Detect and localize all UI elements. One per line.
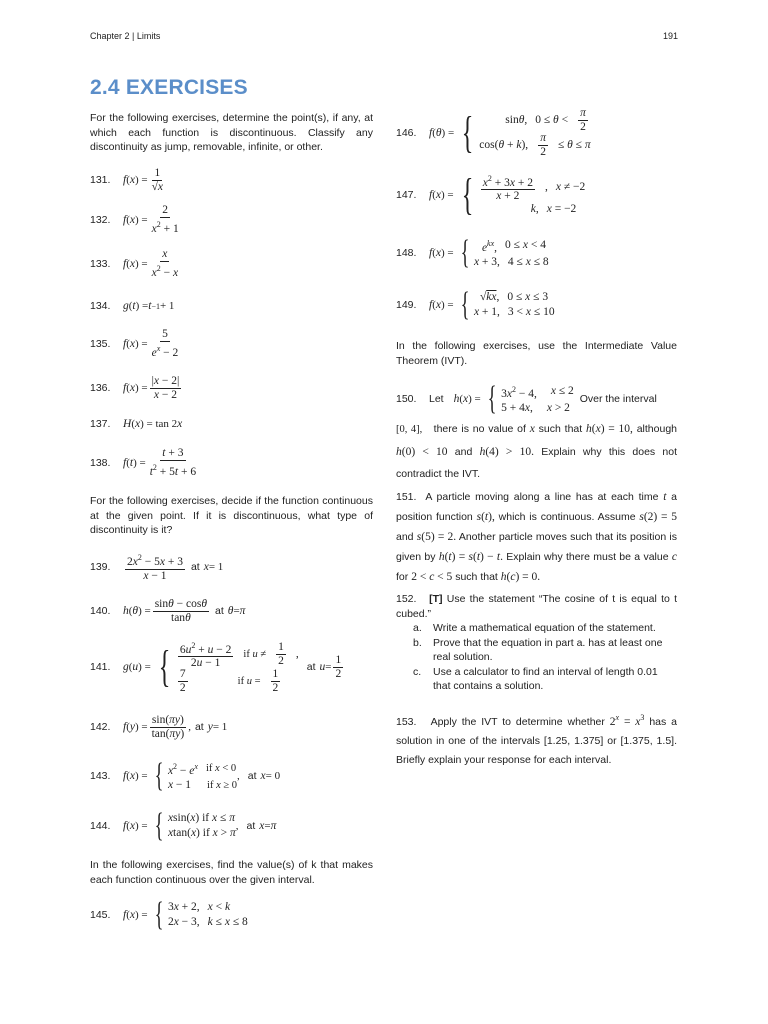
exercise-number: 136. (90, 382, 111, 394)
exercise-number: 134. (90, 300, 111, 312)
exercise-138: 138. f ( t ) = $\frac{t + 3}{t^2 + 5t + 6}$ (90, 447, 197, 478)
exercise-145: 145. f ( x ) = { 3x + 2, x < k 2x − 3, k ≤ x ≤ 8 (90, 896, 248, 933)
page-number: 191 (662, 31, 678, 41)
exercise-150-line1: 150. Let h ( x ) = { $3x^2 - 4$, x ≤ 2 5 + 4x, x > 2 Over the interval (396, 380, 657, 417)
exercise-137: 137. H ( x ) = tan 2 x (90, 418, 183, 430)
exercise-146: 146. f ( θ ) = { sinθ, 0 ≤ θ < $\frac{\pi}{2}$ cos(θ + k), $\frac{\pi}{2}$ ≤ θ ≤ π (396, 107, 591, 158)
exercise-149: 149. f ( x ) = { √kx, 0 ≤ x ≤ 3 x + 1, 3 < x ≤ 10 (396, 286, 555, 323)
intro-continuity-at-point: For the following exercises, decide if the function continuous at the given point. If it is discontinuous, what type of discontinuity is it? (90, 495, 373, 536)
exercise-132: 132. f ( x ) = $\frac{2}{x^2 + 1}$ (90, 204, 179, 235)
formula: f (123, 174, 127, 186)
intro-find-k: In the following exercises, find the value(s) of k that makes each function continuous over the given interval. (90, 859, 373, 886)
list-item: b. Prove that the equation in part a. has at least one real solution. (413, 636, 663, 663)
exercise-number: 141. (90, 661, 111, 673)
exercise-number: 139. (90, 561, 111, 573)
exercise-number: 140. (90, 605, 111, 617)
exercise-number: 135. (90, 338, 111, 350)
list-item: c. Use a calculator to find an interval of length 0.01 that contains a solution. (413, 665, 658, 692)
exercise-number: 151. (396, 491, 417, 503)
exercise-136: 136. f ( x ) = $\frac{|x - 2|}{x - 2}$ (90, 374, 180, 401)
exercise-150-body: [0, 4], there is no value of x such that h(x) = 10, although h(0) < 10 and h(4) > 10. Explain why this does not contradict the IVT. (396, 423, 678, 480)
exercise-number: 153. (396, 715, 417, 728)
exercise-number: 149. (396, 299, 417, 311)
exercise-139: 139. $\frac{2x^2 - 5x + 3}{x - 1}$ at x = 1 (90, 553, 224, 582)
exercise-153: 153. Apply the IVT to determine whether $2^x = x^3$ has a solution in one of the intervals [1.25, 1.375] or [1.375, 1.5]. Briefly explain your response for each interval. (396, 713, 677, 766)
exercise-number: 152. (396, 593, 417, 605)
section-title: 2.4 EXERCISES (90, 76, 248, 99)
exercise-140: 140. h ( θ ) = $\frac{\sin\theta - \cos\theta}{\tan\theta}$ at θ = π (90, 597, 246, 624)
exercise-143: 143. f ( x ) = { $x^2 - e^x$ if x < 0 x − 1 if x ≥ 0 , at x = 0 (90, 757, 281, 794)
exercise-number: 147. (396, 189, 417, 201)
exercise-151: 151. A particle moving along a line has at each time t a position function s(t), which is continuous. Assume s(2) = 5 and s(5) = 2. Another particle moves such that its position is given by h(t) = s(t) − t. Explain why there must be a value c for 2 < c < 5 such that h(c) = 0. (396, 491, 678, 583)
list-item: a. Write a mathematical equation of the statement. (413, 622, 656, 634)
exercise-144: 144. f ( x ) = { xsin(x) if x ≤ π xtan(x) if x > π , at x = π (90, 807, 277, 844)
exercise-number: 150. (396, 393, 417, 405)
exercise-number: 142. (90, 721, 111, 733)
exercise-148: 148. f ( x ) = { $e^{kx}$, 0 ≤ x < 4 x + 3, 4 ≤ x ≤ 8 (396, 234, 549, 271)
exercise-number: 138. (90, 457, 111, 469)
exercise-135: 135. f ( x ) = $\frac{5}{e^x - 2}$ (90, 328, 179, 359)
intro-discontinuity: For the following exercises, determine the point(s), if any, at which each function is discontinuous. Classify any discontinuity as jump, removable, infinite, or other. (90, 112, 373, 153)
exercise-number: 148. (396, 247, 417, 259)
exercise-number: 145. (90, 909, 111, 921)
exercise-number: 132. (90, 214, 111, 226)
exercise-152: 152. [T] Use the statement “The cosine of t is equal to t cubed.” (396, 593, 677, 620)
exercise-147: 147. f ( x ) = { $\frac{x^2 + 3x + 2}{x + 2}$ , x ≠ −2 k, x = −2 (396, 170, 586, 219)
exercise-131: 131. f ( x ) = $\frac{1}{√x}$ (90, 166, 164, 193)
exercise-number: 137. (90, 418, 111, 430)
exercise-152-parts (413, 621, 677, 694)
exercise-number: 144. (90, 820, 111, 832)
intro-ivt: In the following exercises, use the Intermediate Value Theorem (IVT). (396, 340, 677, 367)
technology-tag: [T] (429, 593, 443, 605)
exercise-134: 134. g ( t ) = t −1 + 1 (90, 300, 175, 312)
exercise-number: 133. (90, 258, 111, 270)
exercise-number: 131. (90, 174, 111, 186)
exercise-141: 141. g ( u ) = { $\frac{6u^2 + u - 2}{2u - 1}$ if u ≠ $\frac{1}{2}$ , $\frac{7}{2}$ if u = $\frac{1}{2}$ at u = $\frac{1}{2}$ (90, 640, 342, 695)
exercise-number: 146. (396, 127, 417, 139)
exercise-142: 142. f ( y ) = $\frac{\sin(\pi y)}{\tan(\pi y)}$ , at y = 1 (90, 713, 228, 740)
exercise-133: 133. f ( x ) = $\frac{x}{x^2 - x}$ (90, 248, 179, 279)
exercise-number: 143. (90, 770, 111, 782)
running-header-chapter: Chapter 2 | Limits (90, 31, 161, 41)
